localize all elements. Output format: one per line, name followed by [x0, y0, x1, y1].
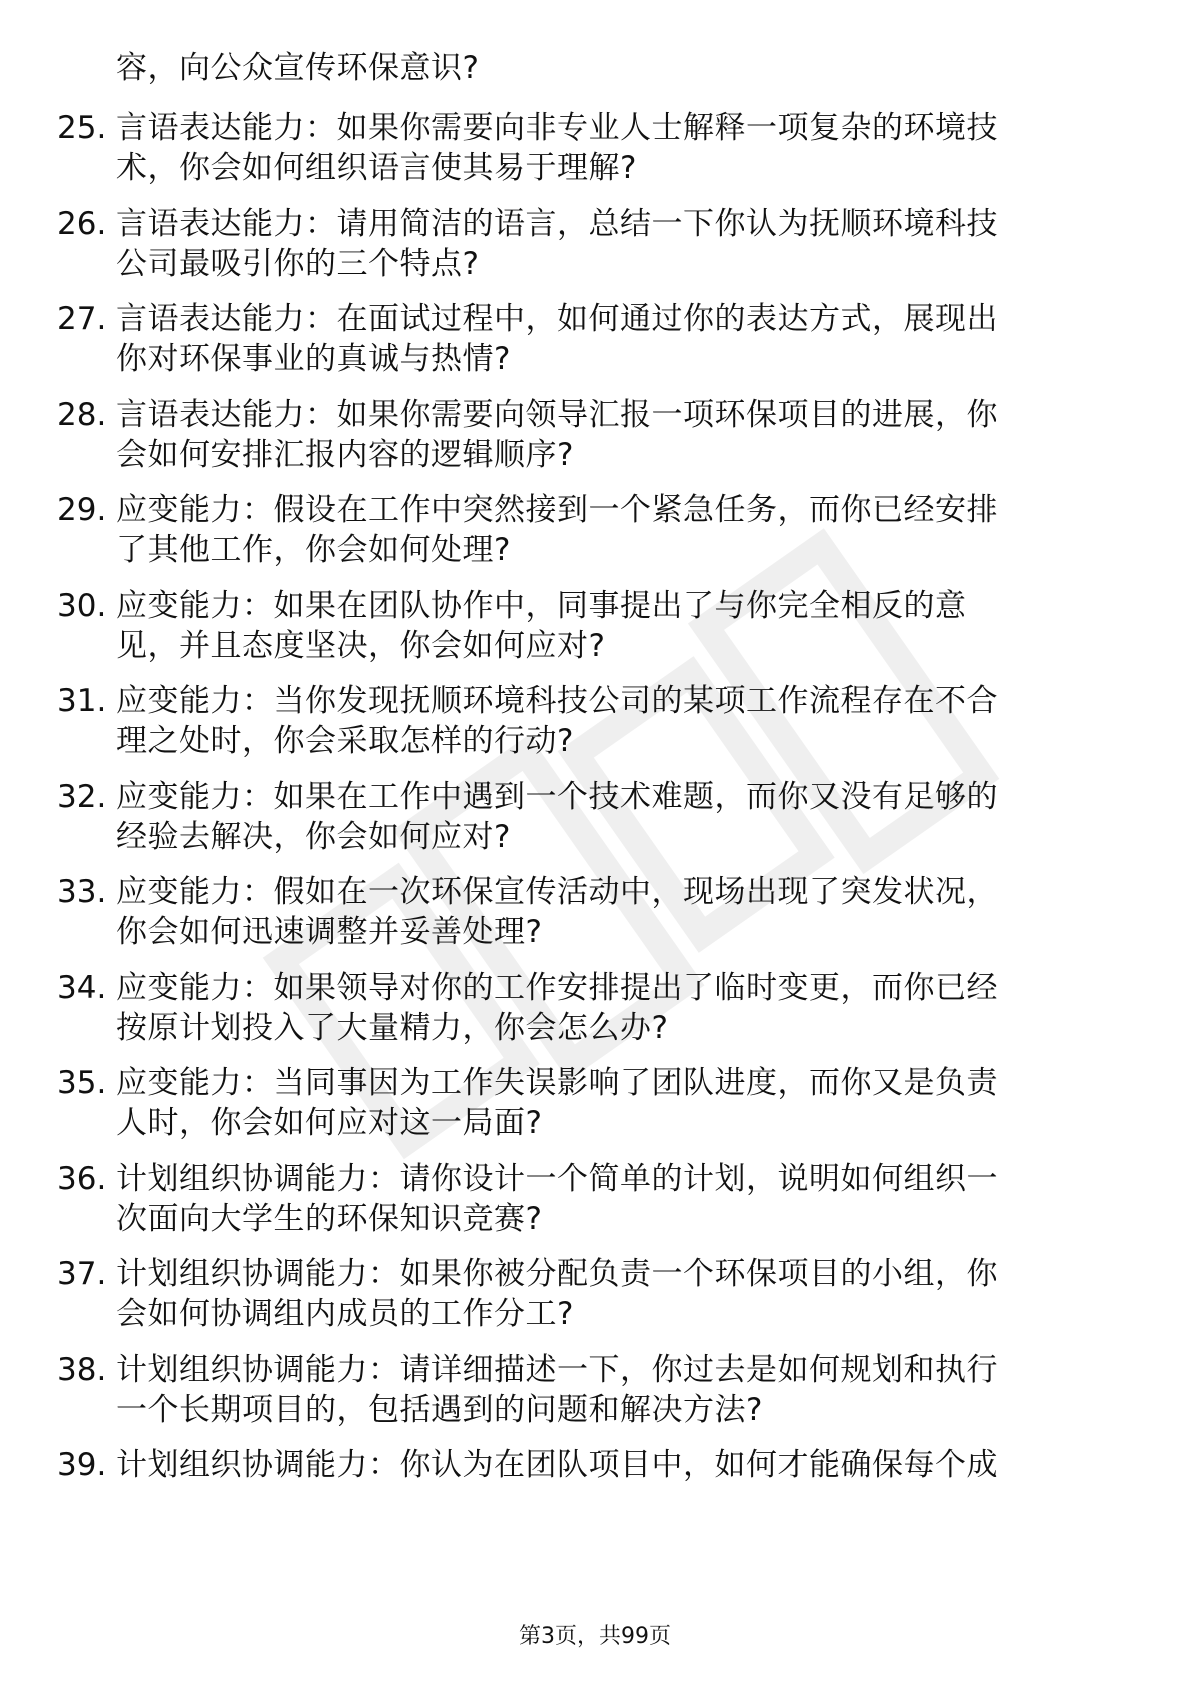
item-text-line-1: 言语表达能力：请用简洁的语言，总结一下你认为抚顺环境科技 — [116, 205, 998, 242]
item-text-line-2: 次面向大学生的环保知识竞赛? — [116, 1200, 543, 1237]
item-number: 30. — [57, 587, 107, 624]
item-text-line-1: 应变能力：当你发现抚顺环境科技公司的某项工作流程存在不合 — [116, 683, 998, 719]
item-text-line-1: 应变能力：如果领导对你的工作安排提出了临时变更，而你已经 — [116, 969, 998, 1006]
item-text-line-2: 理之处时，你会采取怎样的行动? — [116, 723, 574, 759]
item-text-line-1: 言语表达能力：如果你需要向领导汇报一项环保项目的进展，你 — [116, 396, 998, 433]
item-number: 36. — [57, 1160, 107, 1197]
item-text-line-1: 计划组织协调能力：请你设计一个简单的计划，说明如何组织一 — [116, 1160, 998, 1197]
item-text-line-2: 一个长期项目的，包括遇到的问题和解决方法? — [116, 1391, 763, 1428]
item-text-line-1: 计划组织协调能力：请详细描述一下，你过去是如何规划和执行 — [116, 1351, 998, 1388]
continuation-text: 容，向公众宣传环保意识? — [116, 50, 480, 86]
item-number: 37. — [57, 1256, 107, 1292]
item-text-line-1: 应变能力：假设在工作中突然接到一个紧急任务，而你已经安排 — [116, 492, 998, 528]
item-text-line-1: 言语表达能力：如果你需要向非专业人士解释一项复杂的环境技 — [116, 110, 998, 146]
item-number: 32. — [57, 778, 107, 815]
item-text-line-2: 公司最吸引你的三个特点? — [116, 245, 480, 282]
item-text-line-1: 应变能力：当同事因为工作失误影响了团队进度，而你又是负责 — [116, 1065, 998, 1101]
page-footer: 第3页，共99页 — [519, 1624, 671, 1649]
item-text-line-1: 计划组织协调能力：如果你被分配负责一个环保项目的小组，你 — [116, 1256, 998, 1292]
item-text-line-1: 应变能力：假如在一次环保宣传活动中，现场出现了突发状况， — [116, 874, 998, 910]
item-number: 34. — [57, 969, 107, 1006]
item-text-line-2: 经验去解决，你会如何应对? — [116, 818, 511, 855]
item-number: 27. — [57, 301, 107, 337]
item-text-line-2: 按原计划投入了大量精力，你会怎么办? — [116, 1009, 669, 1046]
item-number: 39. — [57, 1447, 107, 1483]
item-text-line-2: 人时，你会如何应对这一局面? — [116, 1105, 543, 1141]
item-number: 25. — [57, 110, 107, 146]
item-text-line-2: 术，你会如何组织语言使其易于理解? — [116, 150, 637, 186]
item-text-line-1: 计划组织协调能力：你认为在团队项目中，如何才能确保每个成 — [116, 1447, 998, 1483]
item-text-line-2: 你对环保事业的真诚与热情? — [116, 341, 511, 377]
item-text-line-1: 应变能力：如果在工作中遇到一个技术难题，而你又没有足够的 — [116, 778, 998, 815]
item-number: 35. — [57, 1065, 107, 1101]
item-text-line-2: 见，并且态度坚决，你会如何应对? — [116, 627, 606, 664]
item-number: 31. — [57, 683, 107, 719]
item-text-line-1: 言语表达能力：在面试过程中，如何通过你的表达方式，展现出 — [116, 301, 998, 337]
item-text-line-1: 应变能力：如果在团队协作中，同事提出了与你完全相反的意 — [116, 587, 967, 624]
item-number: 28. — [57, 396, 107, 433]
item-number: 38. — [57, 1351, 107, 1388]
item-number: 33. — [57, 874, 107, 910]
item-text-line-2: 了其他工作，你会如何处理? — [116, 532, 511, 568]
item-number: 29. — [57, 492, 107, 528]
item-text-line-2: 你会如何迅速调整并妥善处理? — [116, 914, 543, 950]
item-number: 26. — [57, 205, 107, 242]
item-text-line-2: 会如何协调组内成员的工作分工? — [116, 1296, 574, 1332]
item-text-line-2: 会如何安排汇报内容的逻辑顺序? — [116, 436, 574, 473]
